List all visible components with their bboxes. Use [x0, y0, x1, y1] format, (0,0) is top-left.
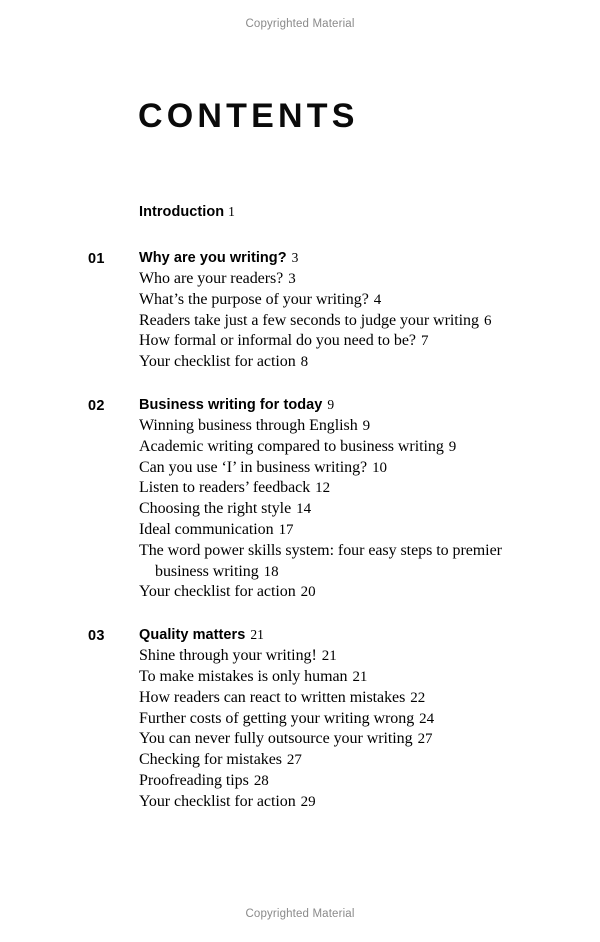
- toc-entry-page-number: 24: [419, 710, 435, 727]
- toc-entry-label: Your checklist for action: [139, 353, 296, 371]
- toc-entry-label: Checking for mistakes: [139, 751, 282, 769]
- chapter-block: [88, 248, 528, 373]
- toc-entry[interactable]: [139, 541, 509, 583]
- toc-entry-page-number: 27: [417, 731, 433, 748]
- chapter-page-number: 21: [250, 627, 264, 643]
- toc-entry-page-number: 12: [315, 480, 331, 497]
- toc-entry[interactable]: [123, 750, 509, 771]
- toc-entry-page-number: 27: [286, 752, 302, 769]
- toc-entry-page-number: 17: [278, 521, 294, 538]
- toc-entry[interactable]: [123, 771, 509, 792]
- toc-entry-label: Choosing the right style: [139, 500, 292, 518]
- chapter-title[interactable]: [139, 248, 579, 268]
- chapter-block: [88, 625, 528, 812]
- toc-entry-page-number: 21: [352, 668, 368, 685]
- toc-entry-label: Shine through your writing!: [139, 647, 317, 665]
- chapter-number: 03: [88, 628, 105, 645]
- chapter-title[interactable]: [139, 395, 579, 415]
- toc-entry-page-number: 28: [253, 772, 269, 789]
- toc-entry[interactable]: [123, 269, 509, 290]
- toc-entry[interactable]: [123, 331, 509, 352]
- toc-entry-label: Academic writing compared to business writing: [139, 437, 444, 455]
- toc-entry[interactable]: [123, 792, 509, 813]
- toc-entry-label: The word power skills system: four easy steps to premier business writing: [139, 541, 502, 580]
- toc-entry[interactable]: [123, 478, 509, 499]
- toc-entry-page-number: 29: [300, 793, 316, 810]
- toc-entry-page-number: 22: [410, 689, 426, 706]
- toc-entry-label: Readers take just a few seconds to judge your writing: [139, 311, 479, 329]
- toc-entry-label: How formal or informal do you need to be?: [139, 332, 416, 350]
- chapter-number: 02: [88, 397, 105, 414]
- chapters-container: [88, 248, 528, 813]
- toc-entry-page-number: 20: [300, 584, 316, 601]
- toc-entry[interactable]: [123, 437, 509, 458]
- toc-entry-label: Proofreading tips: [139, 771, 249, 789]
- chapter-title[interactable]: [139, 625, 579, 645]
- toc-entry-label: Your checklist for action: [139, 792, 296, 810]
- toc-entry[interactable]: [123, 499, 509, 520]
- toc-entry[interactable]: [139, 311, 509, 332]
- toc-entry-page-number: 14: [296, 501, 312, 518]
- toc-entry[interactable]: [123, 729, 509, 750]
- toc-entry[interactable]: [123, 646, 509, 667]
- chapter-entry-list: [139, 646, 509, 812]
- toc-entry[interactable]: [123, 688, 509, 709]
- toc-entry-label: Can you use ‘I’ in business writing?: [139, 458, 368, 476]
- toc-entry-page-number: 10: [372, 459, 387, 476]
- chapter-entry-list: [139, 269, 509, 373]
- toc-entry-label: Ideal communication: [139, 520, 274, 538]
- toc-entry-label: To make mistakes is only human: [139, 667, 348, 685]
- chapter-number: 01: [88, 251, 105, 267]
- chapter-entry-list: [139, 416, 509, 603]
- toc-entry-introduction: [88, 202, 528, 226]
- toc-entry-label: Your checklist for action: [139, 583, 296, 601]
- copyright-watermark-top: Copyrighted Material: [245, 18, 355, 30]
- toc-entry[interactable]: [123, 416, 509, 437]
- toc-entry-page-number: 9: [362, 417, 371, 434]
- chapter-title-label: Business writing for today: [139, 396, 323, 413]
- toc-entry[interactable]: [123, 458, 509, 479]
- toc-entry-page-number: 4: [373, 291, 382, 308]
- chapter-block: [88, 395, 528, 603]
- chapter-title-label: Quality matters: [139, 627, 246, 644]
- toc-entry-page-number: 8: [300, 354, 309, 371]
- toc-entry-label: You can never fully outsource your writing: [139, 730, 413, 748]
- toc-entry-label: What’s the purpose of your writing?: [139, 290, 369, 308]
- introduction-heading: [139, 202, 235, 222]
- toc-entry-page-number: 18: [263, 563, 279, 580]
- introduction-page-number: 1: [228, 204, 235, 219]
- copyright-watermark-bottom: Copyrighted Material: [245, 908, 355, 920]
- toc-entry[interactable]: [123, 709, 509, 730]
- toc-entry-label: Winning business through English: [139, 416, 358, 434]
- toc-entry[interactable]: [123, 667, 509, 688]
- toc-entry-page-number: 6: [483, 312, 492, 329]
- toc-entry[interactable]: [123, 290, 509, 311]
- toc-entry[interactable]: [123, 520, 509, 541]
- toc-entry-label: Listen to readers’ feedback: [139, 479, 311, 497]
- chapter-page-number: 9: [327, 396, 335, 412]
- chapter-page-number: 3: [291, 250, 299, 265]
- toc-entry-page-number: 3: [288, 271, 296, 287]
- toc-entry[interactable]: [123, 352, 509, 373]
- toc-entry-label: How readers can react to written mistakes: [139, 688, 406, 706]
- toc-entry-label: Further costs of getting your writing wrong: [139, 709, 415, 727]
- introduction-label: Introduction: [139, 204, 225, 220]
- toc-entry-label: Who are your readers?: [139, 270, 284, 287]
- toc-entry-page-number: 7: [420, 333, 429, 350]
- toc-entry-page-number: 9: [448, 438, 457, 455]
- toc-entry-page-number: 21: [321, 648, 337, 665]
- chapter-title-label: Why are you writing?: [139, 250, 287, 266]
- toc-list: [88, 202, 528, 813]
- toc-entry[interactable]: [123, 582, 509, 603]
- page-title: CONTENTS: [138, 97, 359, 135]
